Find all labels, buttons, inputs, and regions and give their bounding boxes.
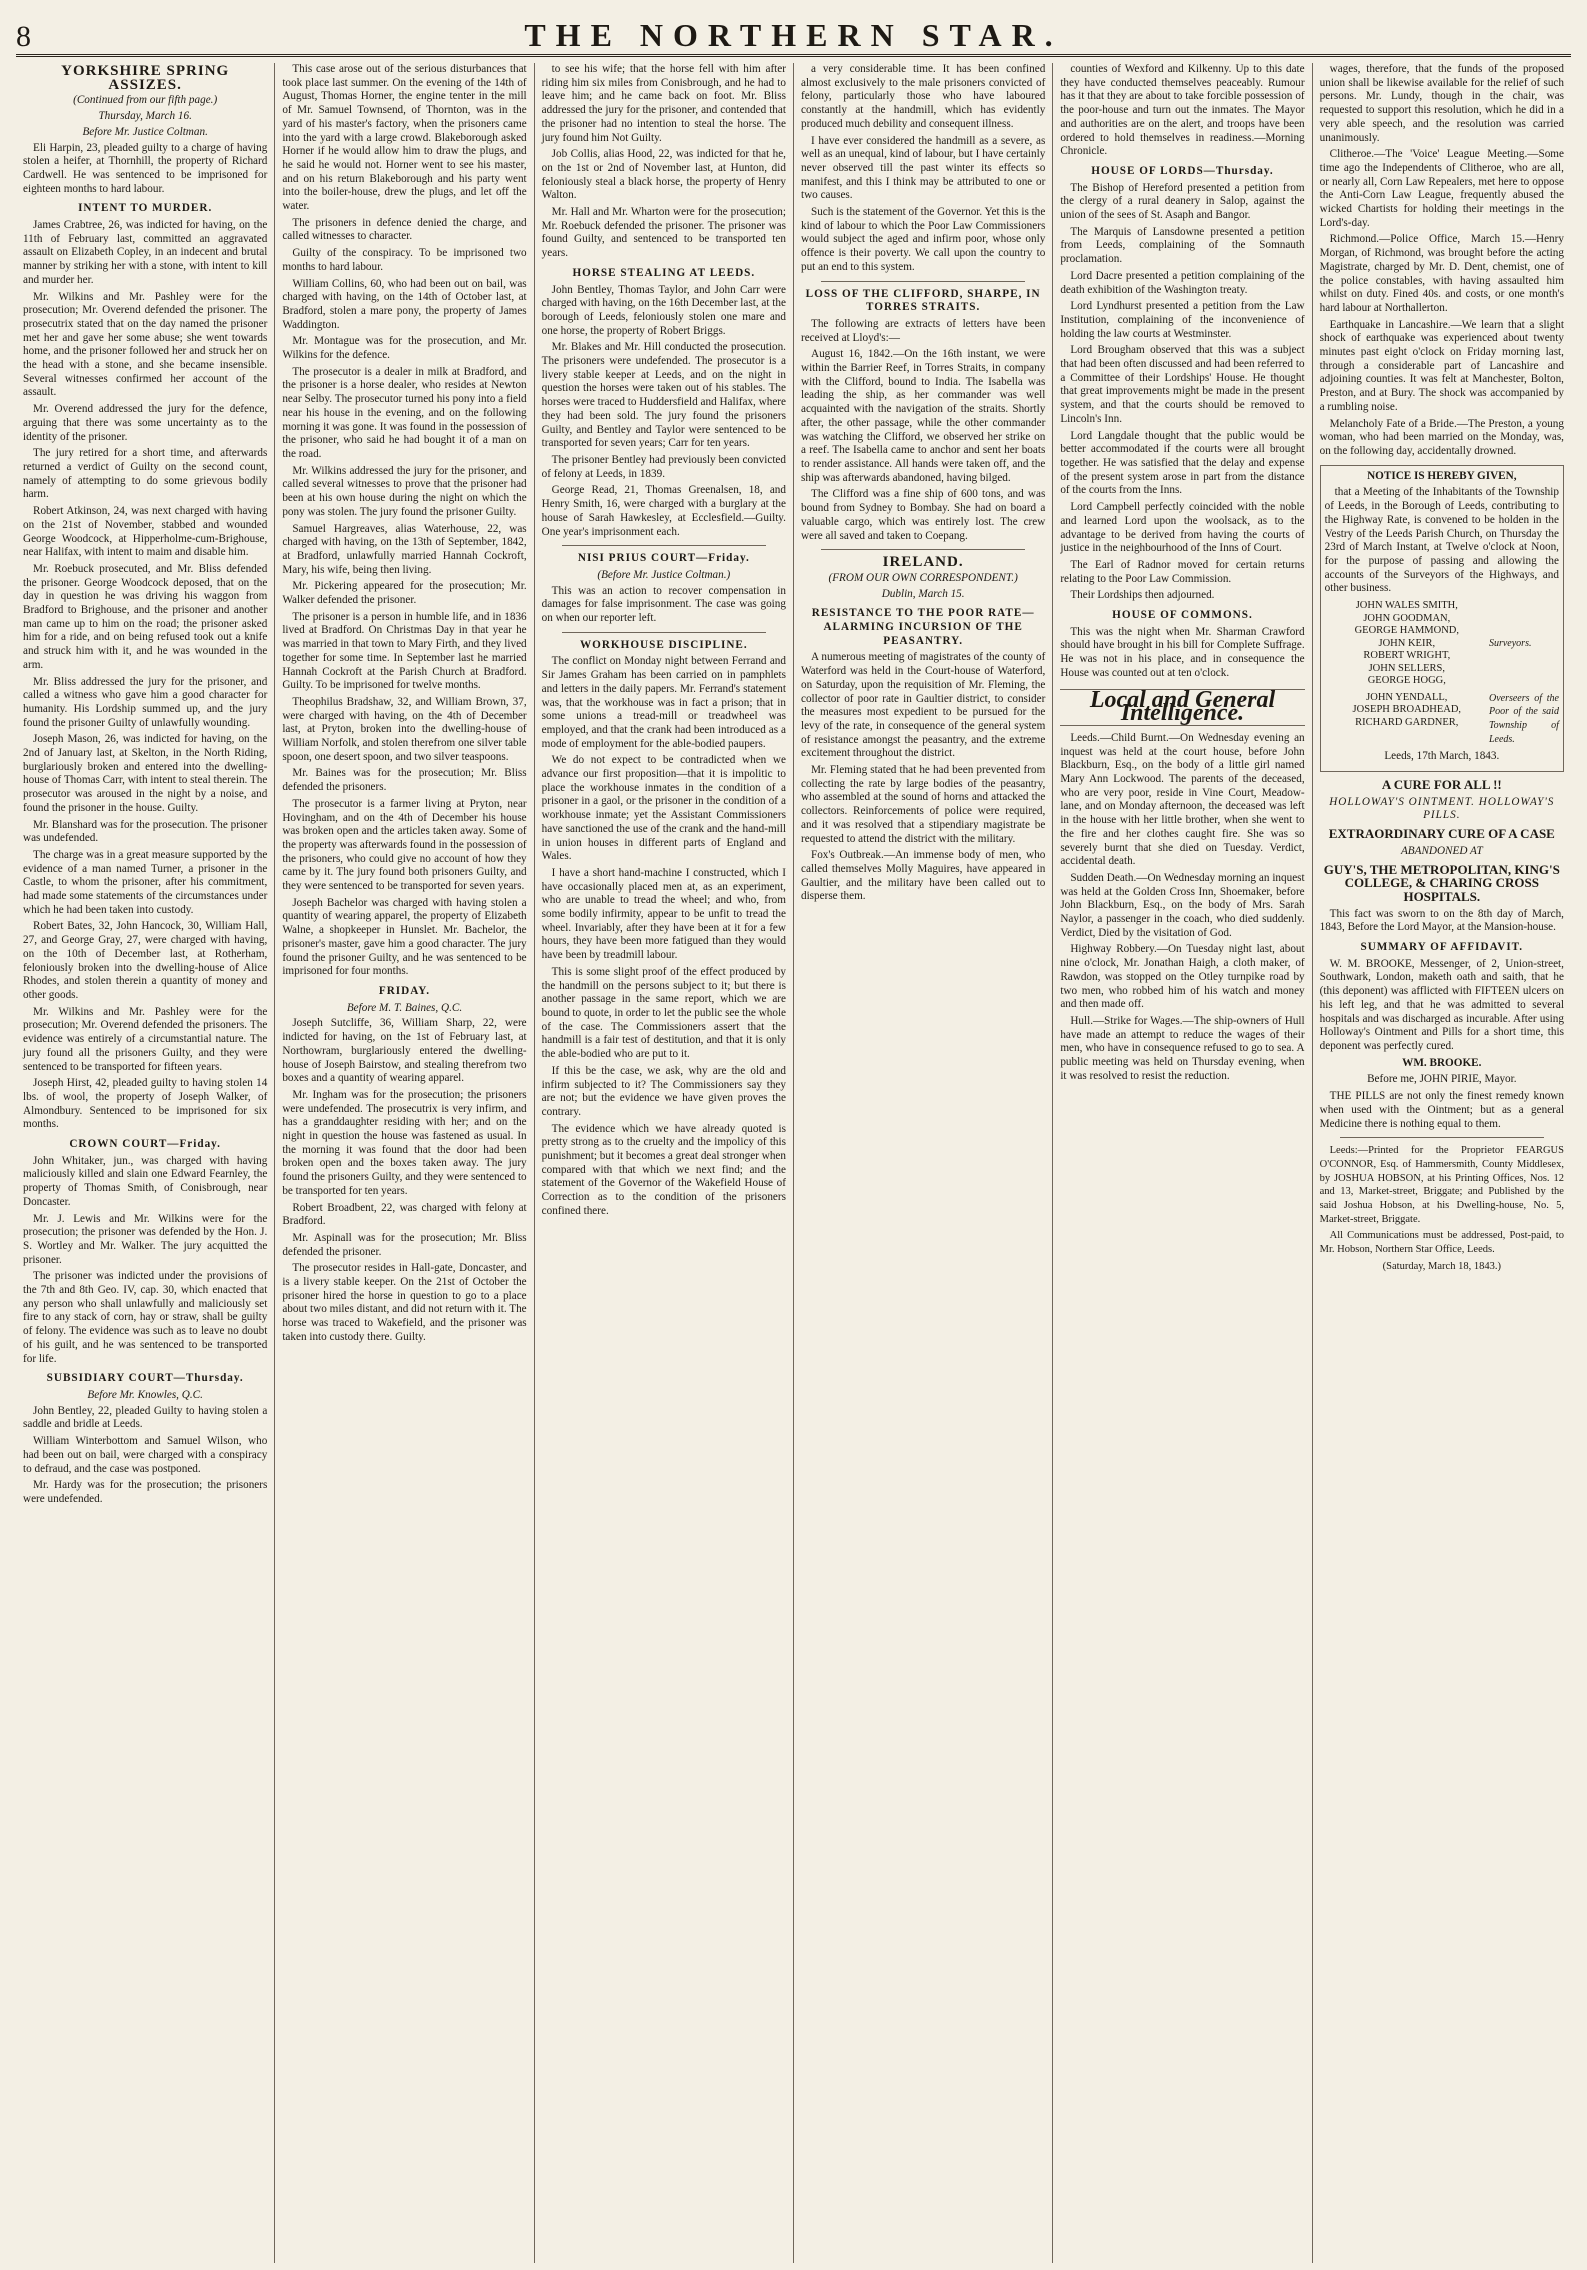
paragraph: This was the night when Mr. Sharman Crawford should have brought in his bill for Complete Suffrage. He was not in his place, and in consequence the House was counted out at ten o'clock. (1060, 625, 1305, 679)
imprint-communications: All Communications must be addressed, Post-paid, to Mr. Hobson, Northern Star Office, Leeds. (1319, 1230, 1564, 1256)
paragraph: We do not expect to be contradicted when we advance our first proposition—that it is impolitic to place the workhouse inmates in the condition of a prisoner in a gaol, or the prisoner in the condition of a workhouse inmate; yet the Assistant Commissioners have sanctioned the use of the crank and the hand-mill in union houses in different parts of England and Wales. (541, 754, 786, 863)
paragraph: Mr. Fleming stated that he had been prevented from collecting the rate by large bodies of the peasantry, who assembled at the sound of horns and attacked the collectors. Reinforcements of police were required, and it was resolved that a stipendiary magistrate be requested to attend the district with the military. (800, 764, 1046, 845)
paragraph: Robert Bates, 32, John Hancock, 30, William Hall, 27, and George Gray, 27, were charged with having, on the 10th of December last, at Rotherham, feloniously broken into the dwelling-house of Alice Rhodes, and stolen therein a quantity of money and other goods. (23, 920, 268, 1001)
signer: JOHN KEIR, (1378, 637, 1436, 649)
paragraph: Lord Lyndhurst presented a petition from the Law Institution, complaining of the inconvenience of holding the law courts at Westminster. (1060, 300, 1305, 340)
ad-signature: WM. BROOKE. (1402, 1056, 1482, 1069)
surveyors (1325, 600, 1559, 688)
overseer-names (1325, 692, 1489, 747)
paragraph: Mr. Wilkins and Mr. Pashley were for the prosecution; Mr. Overend defended the prisoners. The evidence was entirely of a circumstantial nature. The jury found all the prisoners Guilty, and they were sentenced to be transported for fifteen years. (23, 1005, 268, 1073)
imprint: Leeds:—Printed for the Proprietor FEARGUS O'CONNOR, Esq. of Hammersmith, County Middlesex, by JOSHUA HOBSON, at his Printing Offices, Nos. 12 and 13, Market-street, Briggate; and Published by the said Joshua Hobson, at his Dwelling-house, No. 5, Market-street, Briggate. (1319, 1145, 1564, 1225)
paragraph: counties of Wexford and Kilkenny. Up to this date they have conducted themselves peaceably. Rumour has it that they are about to take forcible possession of the poor-house and turn out the inmates. The Mayor and authorities are on the alert, and troops have been ordered to hold themselves in readiness.—Morning Chronicle. (1060, 63, 1305, 158)
paragraph: Leeds.—Child Burnt.—On Wednesday evening an inquest was held at the court house, before John Blackburn, Esq., on the body of a little girl named Mary Ann Lockwood. The parents of the deceased, who are very poor, reside in Vine Court, Meadow-lane, and on Monday afternoon, the deceased was left in the house with her little brother, when she went to the fire and her clothes caught fire. She was so severely burnt that she died on Tuesday. Verdict, accidental death. (1060, 731, 1305, 868)
article-heading: YORKSHIRE SPRING ASSIZES. (61, 63, 230, 93)
ad-subtitle: HOLLOWAY'S OINTMENT. HOLLOWAY'S PILLS. (1329, 795, 1555, 822)
section-heading: SUBSIDIARY COURT—Thursday. (46, 1372, 244, 1385)
paragraph: Mr. Overend addressed the jury for the defence, arguing that there was some uncertainty as to the identity of the prisoner. (23, 403, 268, 443)
ad-heading-2: ABANDONED AT (1400, 844, 1483, 857)
paragraph: Sudden Death.—On Wednesday morning an inquest was held at the Golden Cross Inn, Shoemaker, before John Blackburn, Esq., on the body of Mrs. Sarah Naylor, a passenger in the coach, who died suddenly. Verdict, Died by the visitation of God. (1060, 871, 1305, 939)
paragraph: The Earl of Radnor moved for certain returns relating to the Poor Law Commission. (1060, 558, 1305, 585)
paragraph: Fox's Outbreak.—An immense body of men, who called themselves Molly Maguires, have appeared in Gaultier, and the military have been called out to disperse them. (800, 849, 1046, 903)
paragraph: The prosecutor is a dealer in milk at Bradford, and the prisoner is a horse dealer, who resides at Newton near Selby. The prosecutor turned his pony into a field near his house in the evening, and on the following morning it was gone. It was found in the possession of the prisoner, who said he had bought it of a man on the road. (282, 365, 527, 460)
section-heading: IRELAND. (882, 554, 964, 571)
paragraph: This is some slight proof of the effect produced by the handmill on the persons subject to it; but there is another passage in the same report, which we are bound to quote, in order to let the public see the whole of the case. The Commissioners assert that the handmill is a fair test of destitution, and that it is only the able-bodied who are put to it. (541, 965, 786, 1061)
paragraph: Guilty of the conspiracy. To be imprisoned two months to hard labour. (282, 247, 527, 273)
subheading: INTENT TO MURDER. (78, 202, 213, 215)
paragraph: Mr. Wilkins and Mr. Pashley were for the prosecution; Mr. Overend defended the prisoner. The prosecutrix stated that on the day named the prisoner met her and gave her some abuse; she went towards home, and the prisoner followed her and struck her on the head with a stone, and she became insensible. Several witnesses confirmed her account of the assault. (23, 290, 268, 399)
signer: JOHN WALES SMITH, (1355, 600, 1458, 612)
surveyor-names (1325, 600, 1489, 688)
paper-title: THE NORTHERN STAR. (524, 17, 1063, 53)
paragraph: If this be the case, we ask, why are the old and infirm subjected to it? The Commissioners say they are not; but the evidence we have given proves the contrary. (541, 1064, 786, 1118)
paragraph: The Marquis of Lansdowne presented a petition from Leeds, complaining of the Somnauth proclamation. (1060, 225, 1305, 266)
paragraph: John Bentley, Thomas Taylor, and John Carr were charged with having, on the 16th December last, at the borough of Leeds, feloniously stolen one mare and one horse, the property of Robert Briggs. (541, 283, 786, 337)
signer: ROBERT WRIGHT, (1363, 650, 1451, 662)
ad-summary-heading: SUMMARY OF AFFIDAVIT. (1360, 941, 1524, 954)
signer: GEORGE HOGG, (1367, 675, 1446, 687)
paragraph: I have ever considered the handmill as a severe, as well as an unequal, kind of labour, but I have certainly never observed till the past winter its effects so manifest, and this I think may be attributed to one or two causes. (800, 134, 1046, 202)
paragraph: Earthquake in Lancashire.—We learn that a slight shock of earthquake was experienced about twenty minutes past eight o'clock on Friday morning last, through a considerable part of Lancashire and adjoining counties. It was felt at Manchester, Bolton, Preston, and at Bury. The shock was accompanied by a rumbling noise. (1319, 318, 1564, 413)
section-heading: NISI PRIUS COURT—Friday. (577, 552, 750, 565)
paragraph: This was an action to recover compensation in damages for false imprisonment. The case was going on when our reporter left. (541, 584, 786, 625)
ad-paragraph: W. M. BROOKE, Messenger, of 2, Union-street, Southwark, London, maketh oath and saith, that he (this deponent) was afflicted with FIFTEEN ulcers on his left leg, and that he was admitted to several hospitals and was discharged as incurable. After using Holloway's Ointment and Pills for a short time, this deponent was perfectly cured. (1319, 957, 1564, 1052)
paragraph: Eli Harpin, 23, pleaded guilty to a charge of having stolen a heifer, at Thornhill, the property of Richard Cardwell. He was sentenced to be imprisoned for eighteen months to hard labour. (23, 141, 268, 195)
column-3 (535, 63, 794, 2263)
ad-witness: Before me, JOHN PIRIE, Mayor. (1367, 1073, 1517, 1086)
paragraph: The prosecutor resides in Hall-gate, Doncaster, and is a livery stable keeper. On the 21st of October the prisoner hired the horse in question to go to a place about two miles distant, and did not return with it. The horse was traced to Wakefield, and the prisoner was taken into custody there. Guilty. (282, 1262, 527, 1343)
judge: Before Mr. Knowles, Q.C. (87, 1388, 203, 1401)
dateline: Dublin, March 15. (881, 587, 965, 600)
overseers-role: Overseers of the Poor of the said Township of Leeds. (1488, 692, 1559, 745)
paragraph: Mr. J. Lewis and Mr. Wilkins were for the prosecution; the prisoner was defended by the Hon. J. S. Wortley and Mr. Walker. The jury acquitted the prisoner. (23, 1212, 268, 1266)
paragraph: John Whitaker, jun., was charged with having maliciously killed and slain one Edward Fearnley, the property of Thomas Smith, of Conisbrough, near Doncaster. (23, 1154, 268, 1208)
paragraph: Their Lordships then adjourned. (1070, 589, 1215, 602)
section-heading: HOUSE OF LORDS—Thursday. (1091, 164, 1274, 177)
ad-paragraph: This fact was sworn to on the 8th day of March, 1843, Before the Lord Mayor, at the Mansion-house. (1319, 907, 1564, 934)
paragraph: Joseph Bachelor was charged with having stolen a quantity of wearing apparel, the property of Elizabeth Walne, a shopkeeper in Hunslet. Mr. Bachelor, the prisoner's master, gave him a good character. The jury found the prisoner Guilty, and he was sentenced to be imprisoned for four months. (282, 896, 527, 978)
paragraph: Mr. Montague was for the prosecution, and Mr. Wilkins for the defence. (282, 335, 527, 362)
paragraph: Robert Broadbent, 22, was charged with felony at Bradford. (282, 1201, 527, 1228)
paragraph: William Winterbottom and Samuel Wilson, who had been out on bail, were charged with a conspiracy to defraud, and the case was postponed. (23, 1435, 268, 1475)
paragraph: William Collins, 60, who had been out on bail, was charged with having, on the 14th of October last, at Bradford, stolen a mare pony, the property of James Waddington. (282, 277, 527, 331)
subheading: RESISTANCE TO THE POOR RATE—ALARMING INCURSION OF THE PEASANTRY. (811, 607, 1035, 647)
section-heading: FRIDAY. (378, 985, 431, 997)
divider (562, 632, 766, 633)
paragraph: Samuel Hargreaves, alias Waterhouse, 22, was charged with having, on the 13th of September, 1842, at Bradford, unlawfully married Hannah Cockroft, Mary, his wife, being then living. (282, 522, 527, 576)
section-banner: Local and General Intelligence. (1060, 689, 1304, 726)
divider (821, 549, 1025, 550)
ad-paragraph: THE PILLS are not only the finest remedy known when used with the Ointment; but as a general Medicine there is nothing equal to them. (1319, 1090, 1564, 1130)
paragraph: Clitheroe.—The 'Voice' League Meeting.—Some time ago the Independents of Clitheroe, who are all, or nearly all, Corn Law Repealers, met here to oppose the Anti-Corn Law League, frequently abused the wicked Chartists for holding their meetings in the Lord's-day. (1319, 148, 1564, 229)
paragraph: Job Collis, alias Hood, 22, was indicted for that he, on the 1st or 2nd of November last, at Hunton, did feloniously steal a black horse, the property of Henry Walton. (541, 148, 786, 202)
signer: RICHARD GARDNER, (1355, 716, 1459, 728)
paragraph: Mr. Bliss addressed the jury for the prisoner, and called a witness who gave him a good character for humanity. His Lordship summed up, and the jury found the prisoner Guilty of unlawfully wounding. (23, 675, 268, 729)
ad-heading-3: GUY'S, THE METROPOLITAN, KING'S COLLEGE, & CHARING CROSS HOSPITALS. (1323, 861, 1560, 904)
imprint-date: (Saturday, March 18, 1843.) (1382, 1260, 1501, 1272)
paragraph: The jury retired for a short time, and afterwards returned a verdict of Guilty on the second count, namely of attempting to do some grievous bodily harm. (23, 447, 268, 501)
notice-title: NOTICE IS HEREBY GIVEN, (1367, 469, 1517, 482)
column-1 (16, 63, 275, 2263)
article-continued: (Continued from our fifth page.) (73, 94, 218, 107)
paragraph: The following are extracts of letters have been received at Lloyd's:— (800, 317, 1046, 344)
divider (1340, 1137, 1544, 1138)
dateline: Thursday, March 16. (98, 110, 192, 123)
paragraph: Mr. Wilkins addressed the jury for the prisoner, and called several witnesses to prove that the prisoner had been at his own house during the night on which the pony was stolen. The jury found the prisoner Guilty. (282, 464, 527, 518)
paragraph: Hull.—Strike for Wages.—The ship-owners of Hull have made an attempt to reduce the wages of their men, who have in consequence refused to go to sea. A public meeting was held on Thursday evening, when it was resolved to resist the reduction. (1060, 1015, 1305, 1082)
masthead (16, 10, 1571, 57)
paragraph: John Bentley, 22, pleaded Guilty to having stolen a saddle and bridle at Leeds. (23, 1404, 268, 1431)
paragraph: Joseph Sutcliffe, 36, William Sharp, 22, were indicted for having, on the 1st of February last, at Northowram, burglariously entered the dwelling-house of Joseph Bairstow, and stealing therefrom two boxes and a quantity of wearing apparel. (282, 1017, 527, 1085)
paragraph: The prosecutor is a farmer living at Pryton, near Hovingham, and on the 4th of December his house was broken open and the articles taken away. Some of the property was afterwards found in the possession of the prisoners, who could give no account of how they came by it. The jury found both prisoners Guilty, and they were sentenced to be transported for seven years. (282, 797, 527, 893)
notice-body: that a Meeting of the Inhabitants of the Township of Leeds, in the Borough of Leeds, contributing to the Highway Rate, is convened to be holden in the Vestry of the Leeds Parish Church, on Thursday the 23rd of March Instant, at Twelve o'clock at Noon, for the purpose of passing and allowing the accounts of the Surveyors of the Highways, and other business. (1324, 486, 1559, 595)
highway-notice (1320, 465, 1564, 772)
paragraph: The evidence which we have already quoted is pretty strong as to the cruelty and the impolicy of this punishment; but it becomes a great deal stronger when compared with that which we next find; and the statement of the Governor of the Wakefield House of Correction as to the condition of the prisoners confined there. (541, 1122, 786, 1217)
page-number: 8 (16, 20, 31, 53)
ad-title: A CURE FOR ALL !! (1381, 777, 1502, 793)
paragraph: Such is the statement of the Governor. Yet this is the kind of labour to which the Poor Law Commissioners would subject the aged and infirm poor, whose only offence is their poverty. We call upon the country to put an end to this system. (800, 206, 1046, 273)
column-4 (794, 63, 1053, 2263)
paragraph: Mr. Blakes and Mr. Hill conducted the prosecution. The prisoners were undefended. The prosecutor is a livery stable keeper at Leeds, and on the night in question the horses were taken out of his stables. The horses were traced to Huddersfield and Halifax, where they had been sold. The jury found the prisoners Guilty, and Bentley and Taylor were sentenced to be transported for seven years; Carr for ten years. (541, 341, 786, 450)
paragraph: The prisoner was indicted under the provisions of the 7th and 8th Geo. IV, cap. 30, which enacted that any person who shall unlawfully and maliciously set fire to any stack of corn, hay or straw, shall be guilty of felony. The evidence was such as to leave no doubt of his guilt, and he was sentenced to be transported for life. (23, 1270, 268, 1365)
paragraph: Richmond.—Police Office, March 15.—Henry Morgan, of Richmond, was brought before the acting Magistrate, charged by Mr. D. Dent, chemist, one of the police constables, with having assaulted him whilst on duty. Fined 40s. and costs, or one month's hard labour at Northallerton. (1319, 233, 1564, 314)
judge: Before Mr. Justice Coltman. (82, 125, 208, 138)
paragraph: The conflict on Monday night between Ferrand and Sir James Graham has been carried on in pamphlets and letters in the daily papers. Mr. Ferrand's statement was, that the workhouse was in fact a prison; that in some unions a tread-mill or treadwheel was employed, and that the crank had been introduced as a mode of employment for the able-bodied paupers. (541, 655, 786, 750)
divider (821, 281, 1025, 282)
paragraph: Joseph Hirst, 42, pleaded guilty to having stolen 14 lbs. of wool, the property of Joseph Walker, of Almondbury. Sentenced to be imprisoned for six months. (23, 1077, 268, 1131)
paragraph: This case arose out of the serious disturbances that took place last summer. On the evening of the 14th of August, Thomas Horner, the engine tenter in the mill of Mr. Samuel Townsend, of Thornton, was in the yard of his master's factory, when the prisoners came into the yard with a large crowd. Blakeborough asked Horner if he would allow him to draw the plugs, and he said he would not. Horner went to see his master, and on his return Blakeborough and his party went into the boiler-house, drew the plugs, and let off the water. (282, 63, 527, 213)
subheading: HORSE STEALING AT LEEDS. (572, 266, 756, 279)
paragraph: A numerous meeting of magistrates of the county of Waterford was held in the Court-house of Waterford, on Saturday, upon the requisition of Mr. Fleming, the collector of poor rate in Gaultier district, to consider the measures most expedient to be pursued for the levy of the rate, in consequence of the general system of resistance amongst the peasantry, and the extreme excitement throughout the district. (800, 651, 1046, 760)
paragraph: The prisoner is a person in humble life, and in 1836 lived at Bradford. On Christmas Day in that year he was married in that town to Mary Firth, and they lived together for some time. In September last he married Hannah Cockroft at the Parish Church at Bradford. Guilty. To be imprisoned for twelve months. (282, 610, 527, 692)
paragraph: Mr. Aspinall was for the prosecution; Mr. Bliss defended the prisoner. (282, 1231, 527, 1258)
paragraph: Lord Campbell perfectly coincided with the noble and learned Lord upon the woolsack, as to the advantage to be derived from having the courts of justice in the neighbourhood of the Inns of Court. (1060, 501, 1305, 555)
paragraph: to see his wife; that the horse fell with him after riding him six miles from Conisbrough, and he had to leave him; and he came back on foot. Mr. Bliss addressed the jury for the prisoner, and contended that the prisoner had no intention to steal the horse. The jury found him Not Guilty. (541, 63, 786, 144)
paragraph: Robert Atkinson, 24, was next charged with having on the 21st of November, stabbed and wounded George Woodcock, at Hipperholme-cum-Brighouse, near Halifax, with intent to maim and disable him. (23, 505, 268, 559)
judge: (Before Mr. Justice Coltman.) (597, 568, 731, 581)
section-heading: CROWN COURT—Friday. (69, 1138, 221, 1151)
paragraph: George Read, 21, Thomas Greenalsen, 18, and Henry Smith, 16, were charged with a burglary at the house of Sarah Hawkesley, at Ecclesfield.—Guilty. One year's imprisonment each. (541, 484, 786, 538)
section-heading: LOSS OF THE CLIFFORD, SHARPE, IN TORRES STRAITS. (805, 287, 1041, 314)
paragraph: James Crabtree, 26, was indicted for having, on the 11th of February last, committed an aggravated assault on Elizabeth Copley, in an indecent and brutal manner by striking her with a stone, with intent to kill and murder her. (23, 219, 268, 286)
columns (16, 63, 1571, 2263)
paragraph: Lord Langdale thought that the public would be better accommodated if the courts were all brought together. He was satisfied that the delay and expense of the present system arose in part from the distance of the courts from the Inns. (1060, 429, 1305, 497)
paragraph: The Clifford was a fine ship of 600 tons, and was bound from Sydney to Bombay. She had on board a valuable cargo, which was entirely lost. The crew were all saved and taken to Coepang. (800, 488, 1046, 542)
divider (562, 545, 766, 546)
paragraph: Mr. Hardy was for the prosecution; the prisoners were undefended. (23, 1479, 268, 1505)
paragraph: wages, therefore, that the funds of the proposed union shall be likewise available for the relief of such persons. Mr. Lundy, though in the chair, was requested to support this resolution, which he did in a very able speech, and the resolution was carried unanimously. (1319, 63, 1564, 144)
paragraph: Joseph Mason, 26, was indicted for having, on the 2nd of January last, at Skelton, in the North Riding, burglariously broken and entered into the dwelling-house of Thomas Carr, with intent to steal therein. The prosecutor was aroused in the night by a noise, and found the prisoner in the house. Guilty. (23, 733, 268, 814)
paragraph: a very considerable time. It has been confined almost exclusively to the male prisoners convicted of felony, particularly those who have laboured constantly at the handmill, which has evidently produced much debility and consequent illness. (800, 63, 1046, 130)
paragraph: Lord Brougham observed that this was a subject that had been often discussed and had been referred to a Committee of their Lordships' House. He thought that great improvements might be made in the present system, and that the courts should be removed to Lincoln's Inn. (1060, 344, 1305, 425)
paragraph: Highway Robbery.—On Tuesday night last, about nine o'clock, Mr. Jonathan Haigh, a cloth maker, of Rawdon, was stopped on the Otley turnpike road by two men, who robbed him of his watch and money and then made off. (1060, 943, 1305, 1011)
paragraph: Melancholy Fate of a Bride.—The Preston, a young woman, who had been married on the Monday, was, on the following day, accidentally drowned. (1319, 417, 1564, 457)
paragraph: Mr. Baines was for the prosecution; Mr. Bliss defended the prisoners. (282, 767, 527, 794)
paragraph: Mr. Roebuck prosecuted, and Mr. Bliss defended the prisoner. George Woodcock deposed, that on the day in question he was driving his waggon from Bradford to Brighouse, and the prisoner and another man came up to him on the road; the prisoner asked him for a ride, and on being refused took out a knife and struck him with it, and he was wounded in the arm. (23, 562, 268, 671)
paragraph: Mr. Ingham was for the prosecution; the prisoners were undefended. The prosecutrix is very infirm, and has a granddaughter residing with her; and on the night in question the house was fastened as usual. In the morning it was found that the door had been broken open and the boxes taken away. The jury found the prisoners Guilty, and they were sentenced to be transported for ten years. (282, 1088, 527, 1197)
signer: GEORGE HAMMOND, (1354, 625, 1460, 637)
paragraph: Mr. Blanshard was for the prosecution. The prisoner was undefended. (23, 818, 268, 845)
paragraph: The Bishop of Hereford presented a petition from the clergy of a rural deanery in Salop, against the union of the sees of St. Asaph and Bangor. (1060, 181, 1305, 222)
overseers (1325, 692, 1559, 747)
section-heading: HOUSE OF COMMONS. (1112, 609, 1253, 622)
paragraph: Mr. Hall and Mr. Wharton were for the prosecution; Mr. Roebuck defended the prisoner. The prisoner was found Guilty, and sentenced to be transported ten years. (541, 206, 786, 260)
correspondent-note: (FROM OUR OWN CORRESPONDENT.) (828, 571, 1018, 584)
judge: Before M. T. Baines, Q.C. (346, 1001, 463, 1014)
paragraph: August 16, 1842.—On the 16th instant, we were within the Barrier Reef, in Torres Straits, in company with the Clifford, bound to India. The Isabella was leading the ship, as her commander was well acquainted with the navigation of the straits. Shortly after, the other passage, while the other commander was watching the Clifford, we observed her strike on a reef. The Isabella came to anchor and sent her boats to render assistance. All hands were taken off, and the ship was afterwards abandoned, having bilged. (800, 348, 1046, 484)
signer: JOHN GOODMAN, (1363, 612, 1451, 624)
paragraph: The prisoners in defence denied the charge, and called witnesses to character. (282, 216, 527, 243)
signer: JOHN YENDALL, (1366, 691, 1448, 703)
paragraph: I have a short hand-machine I constructed, which I have occasionally placed men at, as an experiment, who are unable to tread the wheel; and who, from some bodily infirmity, appear to be unfit to tread the wheel. Invariably, after they have been at it for a few hours, they have been more fatigued than they would have been by treadmill labour. (541, 866, 786, 962)
signer: JOSEPH BROADHEAD, (1352, 704, 1462, 716)
paragraph: Theophilus Bradshaw, 32, and William Brown, 37, were charged with having, on the 4th of December last, at Pryton, broken into the dwelling-house of William Norfolk, and stolen therefrom one silver table spoon, one desert spoon, and two silver teaspoons. (282, 695, 527, 763)
column-2 (275, 63, 534, 2263)
paragraph: The prisoner Bentley had previously been convicted of felony at Leeds, in 1839. (541, 453, 786, 480)
paragraph: The charge was in a great measure supported by the evidence of a man named Turner, a prisoner in the Castle, to whom the prisoner, after his commitment, had made some statements of the circumstances under which he had been taken into custody. (23, 848, 268, 916)
signer: JOHN SELLERS, (1368, 662, 1446, 674)
paragraph: Mr. Pickering appeared for the prosecution; Mr. Walker defended the prisoner. (282, 580, 527, 607)
notice-date: Leeds, 17th March, 1843. (1384, 750, 1500, 763)
column-5 (1053, 63, 1312, 2263)
paragraph: Lord Dacre presented a petition complaining of the death exhibition of the Washington treaty. (1060, 269, 1305, 296)
ad-heading: EXTRAORDINARY CURE OF A CASE (1328, 826, 1555, 842)
surveyors-role: Surveyors. (1488, 637, 1532, 649)
section-heading: WORKHOUSE DISCIPLINE. (579, 638, 748, 651)
column-6 (1313, 63, 1571, 2263)
